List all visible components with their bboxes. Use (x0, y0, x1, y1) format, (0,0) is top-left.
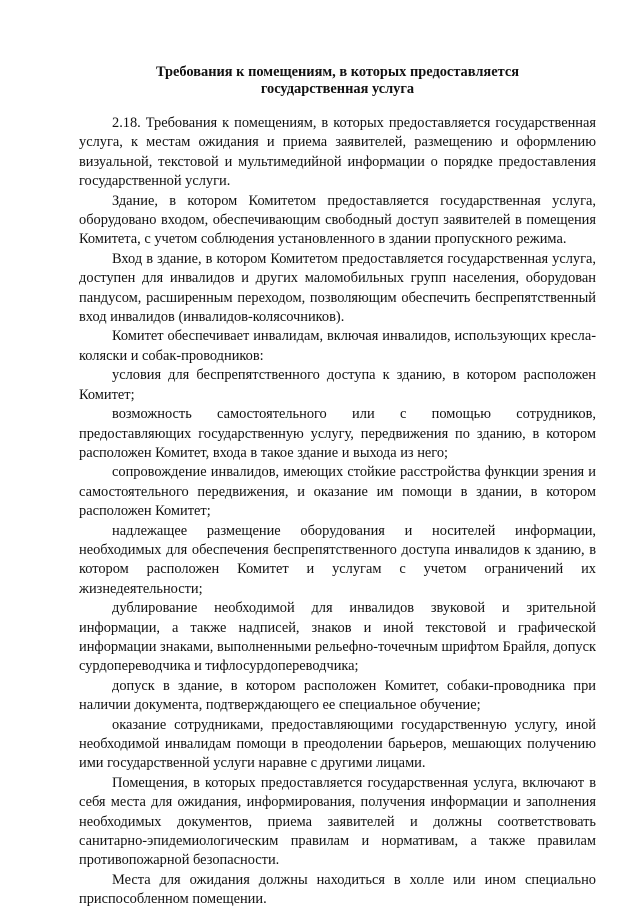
list-item-duplication: дублирование необходимой для инвалидов звуковой и зрительной информации, а также надписей, знаков и иной текстовой и графической информации знаками, выполненными рельефно-точечным шрифтом Брайля, допуск сурдопереводчика и тифлосурдопереводчика; (79, 600, 596, 675)
paragraph-accessibility-entrance: Вход в здание, в котором Комитетом предоставляется государственная услуга, доступен для инвалидов и других маломобильных групп населения, оборудован пандусом, расширенным переходом, позволяющим обеспечить беспрепятственный вход инвалидов (инвалидов-колясочников). (79, 250, 596, 326)
paragraph-premises: Помещения, в которых предоставляется государственная услуга, включают в себя места для ожидания, информирования, получения информации и заполнения необходимых документов, приема заявителей и должны соответствовать санитарно-эпидемиологическим правилам и нормативам, а также правилам противопожарной безопасности. (79, 774, 596, 869)
list-item-guide-dog: допуск в здание, в котором расположен Комитет, собаки-проводника при наличии документа, подтверждающего ее специальное обучение; (79, 677, 596, 714)
list-item-escort: сопровождение инвалидов, имеющих стойкие расстройства функции зрения и самостоятельного передвижения, и оказание им помощи в здании, в котором расположен Комитет; (79, 464, 596, 520)
list-item-equipment: надлежащее размещение оборудования и носителей информации, необходимых для обеспечения беспрепятственного доступа инвалидов к зданию, в котором расположен Комитет и услугам с учетом ограничений их жизнедеятельности; (79, 522, 596, 597)
list-item-movement: возможность самостоятельного или с помощью сотрудников, предоставляющих государственную услугу, передвижения по зданию, в котором расположен Комитет, входа в такое здание и выхода из него; (79, 406, 596, 461)
heading-line-2: государственная услуга (260, 81, 415, 97)
paragraph-waiting-areas: Места для ожидания должны находиться в холле или ином специально приспособленном помещении. (79, 871, 596, 908)
paragraph-2-18: 2.18. Требования к помещениям, в которых предоставляется государственная услуга, к местам ожидания и приема заявителей, размещению и оформлению визуальной, текстовой и мультимедийной информации о порядке предоставления государственной услуги. (79, 115, 596, 190)
paragraph-building-entrance: Здание, в котором Комитетом предоставляется государственная услуга, оборудовано входом, обеспечивающим свободный доступ заявителей в помещения Комитета, с учетом соблюдения установленного в здании пропускного режима. (79, 192, 596, 248)
list-item-assistance: оказание сотрудниками, предоставляющими государственную услугу, иной необходимой инвалидам помощи в преодолении барьеров, мешающих получению ими государственной услуги наравне с другими лицами. (79, 716, 596, 772)
list-item-access-conditions: условия для беспрепятственного доступа к зданию, в котором расположен Комитет; (79, 367, 596, 403)
paragraph-committee-provides: Комитет обеспечивает инвалидам, включая инвалидов, использующих кресла-коляски и собак-проводников: (79, 328, 596, 364)
section-heading (80, 64, 595, 98)
document-body (79, 114, 596, 910)
heading-line-1: Требования к помещениям, в которых предоставляется (155, 64, 520, 80)
